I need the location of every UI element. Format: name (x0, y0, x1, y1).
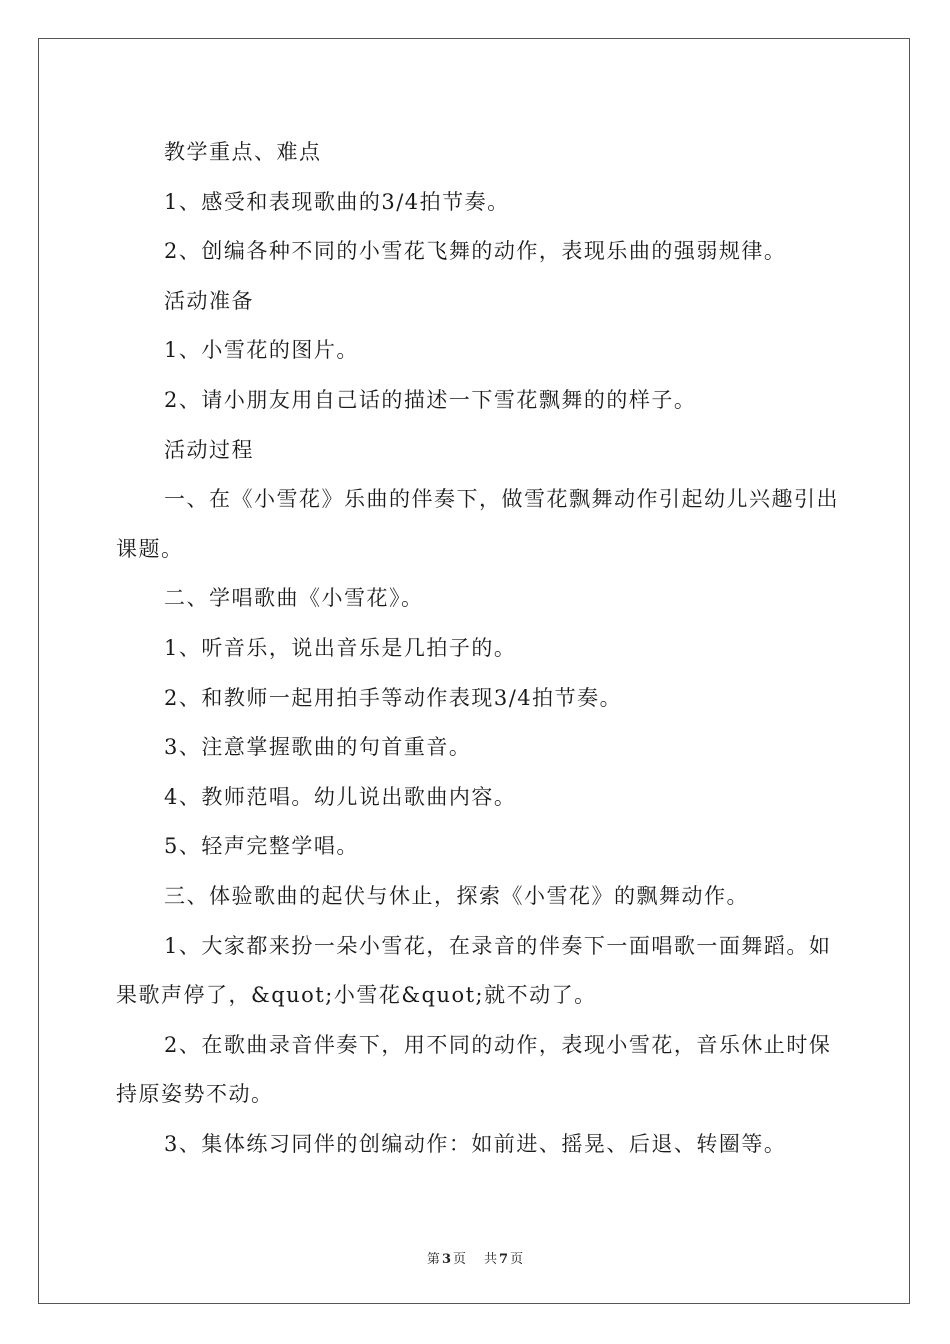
section-heading-key-points: 教学重点、难点 (164, 140, 322, 164)
page-suffix: 页 (452, 1252, 466, 1267)
page-footer (0, 1248, 950, 1267)
list-item: 1、大家都来扮一朵小雪花，在录音的伴奏下一面唱歌一面舞蹈。如果歌声停了，&quot;小雪花&quot;就不动了。 (116, 933, 832, 1008)
list-item: 1、感受和表现歌曲的3/4拍节奏。 (164, 189, 510, 214)
current-page-number: 3 (441, 1252, 451, 1267)
total-suffix: 页 (510, 1252, 524, 1267)
total-page-count: 7 (499, 1252, 509, 1267)
list-item: 2、和教师一起用拍手等动作表现3/4拍节奏。 (164, 685, 623, 710)
document-body (116, 128, 846, 1169)
section-heading-process: 活动过程 (164, 437, 254, 462)
body-paragraph: 三、体验歌曲的起伏与休止，探索《小雪花》的飘舞动作。 (164, 883, 749, 908)
list-item: 1、小雪花的图片。 (164, 338, 359, 363)
list-item: 1、听音乐，说出音乐是几拍子的。 (164, 635, 517, 660)
list-item: 5、轻声完整学唱。 (164, 834, 359, 859)
list-item: 2、创编各种不同的小雪花飞舞的动作，表现乐曲的强弱规律。 (164, 239, 787, 264)
section-heading-preparation: 活动准备 (164, 288, 254, 313)
body-paragraph: 二、学唱歌曲《小雪花》。 (164, 586, 424, 611)
list-item: 4、教师范唱。幼儿说出歌曲内容。 (164, 784, 517, 809)
list-item: 3、集体练习同伴的创编动作：如前进、摇晃、后退、转圈等。 (164, 1131, 787, 1156)
list-item: 2、请小朋友用自己话的描述一下雪花飘舞的的样子。 (164, 387, 697, 412)
list-item: 2、在歌曲录音伴奏下，用不同的动作，表现小雪花，音乐休止时保持原姿势不动。 (116, 1032, 832, 1107)
list-item: 3、注意掌握歌曲的句首重音。 (164, 735, 472, 760)
total-prefix: 共 (484, 1252, 498, 1267)
page-prefix: 第 (426, 1252, 440, 1267)
body-paragraph: 一、在《小雪花》乐曲的伴奏下，做雪花飘舞动作引起幼儿兴趣引出课题。 (116, 487, 839, 561)
